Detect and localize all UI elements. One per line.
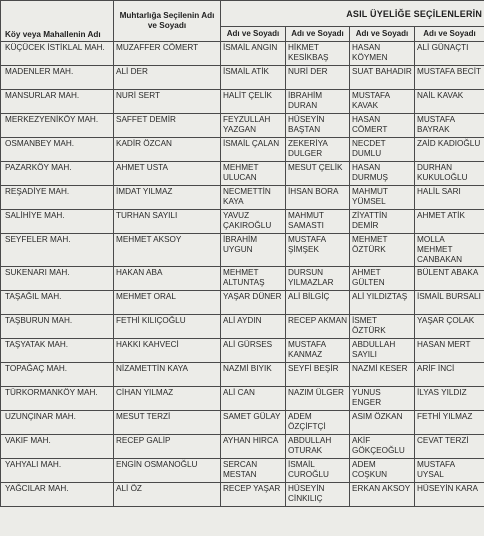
cell-member-2: DURSUN YILMAZLAR	[286, 267, 350, 291]
cell-member-4: İLYAS YILDIZ	[415, 387, 484, 411]
cell-member-4: MUSTAFA UYSAL	[415, 459, 484, 483]
table-row	[1, 138, 484, 162]
header-muhtar: Muhtarlığa Seçilenin Adı ve Soyadı	[114, 1, 221, 42]
cell-member-3: ZİYATTİN DEMİR	[350, 210, 415, 234]
cell-member-2: NURİ DER	[286, 66, 350, 90]
cell-muhtar: AHMET USTA	[114, 162, 221, 186]
cell-member-2: İHSAN BORA	[286, 186, 350, 210]
cell-muhtar: NİZAMETTİN KAYA	[114, 363, 221, 387]
cell-muhtar: KADİR ÖZCAN	[114, 138, 221, 162]
cell-koy: MERKEZYENİKÖY MAH.	[1, 114, 114, 138]
cell-member-3: NAZMİ KESER	[350, 363, 415, 387]
header-asil-uyelik: ASIL ÜYELİĞE SEÇİLENLERİN	[221, 1, 484, 27]
cell-member-3: AHMET GÜLTEN	[350, 267, 415, 291]
table-row	[1, 435, 484, 459]
cell-member-3: İSMET ÖZTÜRK	[350, 315, 415, 339]
cell-member-2: HÜSEYİN CİNKILIÇ	[286, 483, 350, 507]
cell-koy: MANSURLAR MAH.	[1, 90, 114, 114]
cell-member-1: İSMAİL ÇALAN	[221, 138, 286, 162]
cell-member-2: İSMAİL CUROĞLU	[286, 459, 350, 483]
cell-member-4: HALİL SARI	[415, 186, 484, 210]
table-row	[1, 267, 484, 291]
cell-member-4: MUSTAFA BECİT	[415, 66, 484, 90]
cell-member-3: MAHMUT YÜMSEL	[350, 186, 415, 210]
cell-member-4: ALİ GÜNAÇTI	[415, 42, 484, 66]
table-row	[1, 363, 484, 387]
cell-member-2: MESUT ÇELİK	[286, 162, 350, 186]
cell-member-2: NAZIM ÜLGER	[286, 387, 350, 411]
cell-member-1: NECMETTİN KAYA	[221, 186, 286, 210]
cell-koy: OSMANBEY MAH.	[1, 138, 114, 162]
cell-muhtar: NURİ SERT	[114, 90, 221, 114]
cell-member-3: HASAN DURMUŞ	[350, 162, 415, 186]
cell-muhtar: HAKKI KAHVECİ	[114, 339, 221, 363]
cell-member-2: HÜSEYİN BAŞTAN	[286, 114, 350, 138]
cell-member-1: AYHAN HIRCA	[221, 435, 286, 459]
cell-member-3: YUNUS ENGER	[350, 387, 415, 411]
table-row	[1, 459, 484, 483]
cell-member-2: ALİ BİLGİÇ	[286, 291, 350, 315]
subheader-3: Adı ve Soyadı	[350, 27, 415, 42]
cell-member-3: ALİ YILDIZTAŞ	[350, 291, 415, 315]
subheader-2: Adı ve Soyadı	[286, 27, 350, 42]
cell-member-4: NAİL KAVAK	[415, 90, 484, 114]
cell-member-3: MUSTAFA KAVAK	[350, 90, 415, 114]
cell-member-4: DURHAN KUKULOĞLU	[415, 162, 484, 186]
cell-member-2: MUSTAFA KANMAZ	[286, 339, 350, 363]
cell-member-4: HASAN MERT	[415, 339, 484, 363]
cell-koy: YAĞCILAR MAH.	[1, 483, 114, 507]
cell-member-3: ERKAN AKSOY	[350, 483, 415, 507]
table-row	[1, 162, 484, 186]
cell-member-2: ABDULLAH OTURAK	[286, 435, 350, 459]
cell-muhtar: ENGİN OSMANOĞLU	[114, 459, 221, 483]
cell-member-4: HÜSEYİN KARA	[415, 483, 484, 507]
table-row	[1, 411, 484, 435]
cell-member-4: ARİF İNCİ	[415, 363, 484, 387]
cell-member-2: MUSTAFA ŞİMŞEK	[286, 234, 350, 267]
cell-koy: YAHYALI MAH.	[1, 459, 114, 483]
cell-member-4: YAŞAR ÇOLAK	[415, 315, 484, 339]
cell-member-2: İBRAHİM DURAN	[286, 90, 350, 114]
table-row	[1, 90, 484, 114]
cell-member-4: ZAİD KADIOĞLU	[415, 138, 484, 162]
cell-member-4: MOLLA MEHMET CANBAKAN	[415, 234, 484, 267]
cell-koy: UZUNÇINAR MAH.	[1, 411, 114, 435]
cell-member-2: RECEP AKMAN	[286, 315, 350, 339]
cell-member-1: ALİ GÜRSES	[221, 339, 286, 363]
cell-member-1: SERCAN MESTAN	[221, 459, 286, 483]
table-row	[1, 66, 484, 90]
cell-member-2: HİKMET KESİKBAŞ	[286, 42, 350, 66]
cell-member-3: NECDET DUMLU	[350, 138, 415, 162]
cell-muhtar: ALİ ÖZ	[114, 483, 221, 507]
table-row	[1, 339, 484, 363]
cell-member-3: HASAN KÖYMEN	[350, 42, 415, 66]
cell-member-1: YAŞAR DÜNER	[221, 291, 286, 315]
cell-member-3: HASAN CÖMERT	[350, 114, 415, 138]
cell-member-2: ZEKERİYA DULGER	[286, 138, 350, 162]
cell-muhtar: HAKAN ABA	[114, 267, 221, 291]
table-row	[1, 291, 484, 315]
header-koy: Köy veya Mahallenin Adı	[1, 1, 114, 42]
cell-koy: PAZARKÖY MAH.	[1, 162, 114, 186]
cell-koy: TAŞAĞIL MAH.	[1, 291, 114, 315]
cell-muhtar: ALİ DER	[114, 66, 221, 90]
cell-member-4: FETHİ YILMAZ	[415, 411, 484, 435]
cell-muhtar: TURHAN SAYILI	[114, 210, 221, 234]
table-row	[1, 114, 484, 138]
table-row	[1, 42, 484, 66]
cell-member-2: SEYFİ BEŞİR	[286, 363, 350, 387]
cell-member-2: ADEM ÖZÇİFTÇİ	[286, 411, 350, 435]
table-row	[1, 483, 484, 507]
subheader-1: Adı ve Soyadı	[221, 27, 286, 42]
cell-member-1: RECEP YAŞAR	[221, 483, 286, 507]
table-row	[1, 387, 484, 411]
cell-koy: TOPAĞAÇ MAH.	[1, 363, 114, 387]
cell-muhtar: MESUT TERZİ	[114, 411, 221, 435]
cell-koy: REŞADİYE MAH.	[1, 186, 114, 210]
cell-member-1: NAZMİ BIYIK	[221, 363, 286, 387]
cell-koy: TAŞYATAK MAH.	[1, 339, 114, 363]
cell-koy: SEYFELER MAH.	[1, 234, 114, 267]
cell-member-4: BÜLENT ABAKA	[415, 267, 484, 291]
cell-member-4: İSMAİL BURSALI	[415, 291, 484, 315]
cell-koy: VAKIF MAH.	[1, 435, 114, 459]
cell-member-3: ASIM ÖZKAN	[350, 411, 415, 435]
cell-koy: KÜÇÜCEK İSTİKLAL MAH.	[1, 42, 114, 66]
cell-member-3: SUAT BAHADIR	[350, 66, 415, 90]
cell-koy: TAŞBURUN MAH.	[1, 315, 114, 339]
cell-member-3: ABDULLAH SAYILI	[350, 339, 415, 363]
cell-member-1: İBRAHİM UYGUN	[221, 234, 286, 267]
cell-muhtar: MUZAFFER CÖMERT	[114, 42, 221, 66]
cell-member-1: SAMET GÜLAY	[221, 411, 286, 435]
cell-member-4: AHMET ATİK	[415, 210, 484, 234]
cell-muhtar: CİHAN YILMAZ	[114, 387, 221, 411]
cell-member-1: ALİ AYDIN	[221, 315, 286, 339]
cell-muhtar: FETHİ KILIÇOĞLU	[114, 315, 221, 339]
cell-koy: MADENLER MAH.	[1, 66, 114, 90]
cell-member-1: ALİ CAN	[221, 387, 286, 411]
header-row	[1, 1, 484, 27]
cell-member-1: HALİT ÇELİK	[221, 90, 286, 114]
cell-member-1: İSMAİL ATİK	[221, 66, 286, 90]
subheader-4: Adı ve Soyadı	[415, 27, 484, 42]
cell-member-1: FEYZULLAH YAZGAN	[221, 114, 286, 138]
cell-member-3: ADEM COŞKUN	[350, 459, 415, 483]
cell-member-3: MEHMET ÖZTÜRK	[350, 234, 415, 267]
cell-muhtar: İMDAT YILMAZ	[114, 186, 221, 210]
cell-member-1: MEHMET ALTUNTAŞ	[221, 267, 286, 291]
cell-koy: SUKENARI MAH.	[1, 267, 114, 291]
cell-member-2: MAHMUT SAMASTI	[286, 210, 350, 234]
cell-muhtar: RECEP GALİP	[114, 435, 221, 459]
cell-member-1: YAVUZ ÇAKIROĞLU	[221, 210, 286, 234]
table-row	[1, 210, 484, 234]
cell-muhtar: SAFFET DEMİR	[114, 114, 221, 138]
cell-koy: TÜRKORMANKÖY MAH.	[1, 387, 114, 411]
cell-member-1: İSMAİL ANGIN	[221, 42, 286, 66]
cell-member-4: MUSTAFA BAYRAK	[415, 114, 484, 138]
cell-member-1: MEHMET ULUCAN	[221, 162, 286, 186]
cell-member-3: AKİF GÖKÇEOĞLU	[350, 435, 415, 459]
table-row	[1, 186, 484, 210]
cell-koy: SALİHİYE MAH.	[1, 210, 114, 234]
cell-member-4: CEVAT TERZİ	[415, 435, 484, 459]
cell-muhtar: MEHMET AKSOY	[114, 234, 221, 267]
table-row	[1, 315, 484, 339]
cell-muhtar: MEHMET ORAL	[114, 291, 221, 315]
table-row	[1, 234, 484, 267]
